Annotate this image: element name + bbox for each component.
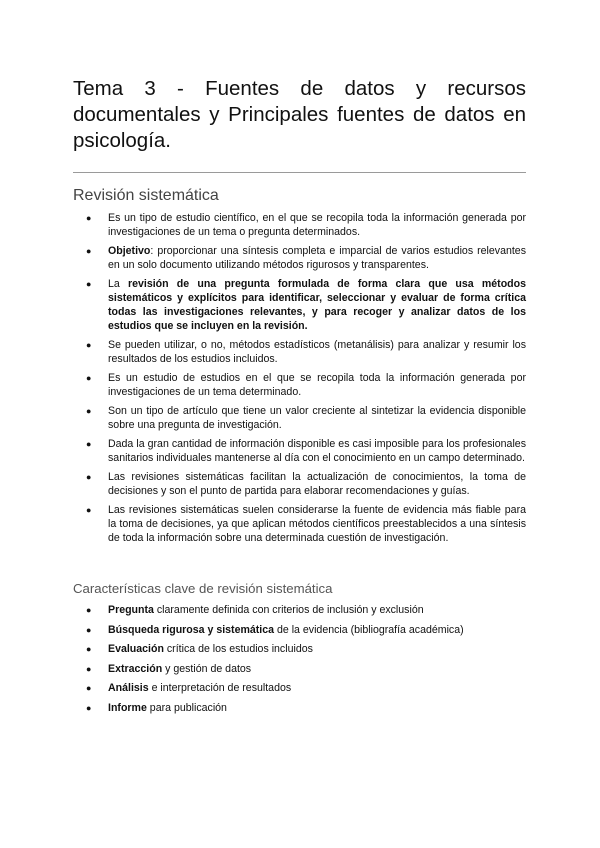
bullet-icon: ● [86,472,92,482]
list-item: ● Las revisiones sistemáticas facilitan la actualización de conocimientos, la toma de decisiones y son el punto de partida para elaborar recomendaciones y guías. [86,471,526,497]
list-item: ● Se pueden utilizar, o no, métodos estadísticos (metanálisis) para analizar y resumir los resultados de los estudios incluidos. [86,339,526,365]
bullet-icon: ● [86,213,92,223]
list-item: ● Análisis e interpretación de resultados [86,682,292,695]
list-item: ● Dada la gran cantidad de información disponible es casi imposible para los profesionales sanitarios individuales mantenerse al día con el conocimiento en un campo determinado. [86,438,526,464]
divider [73,172,526,173]
list-item: ● Es un tipo de estudio científico, en el que se recopila toda la información generada por investigaciones de un tema o pregunta determinados. [86,212,526,238]
bullet-icon: ● [86,406,92,416]
list-item: ● Objetivo: proporcionar una síntesis completa e imparcial de varios estudios relevantes en un solo documento utilizando métodos rigurosos y transparentes. [86,245,526,271]
list-item: ● Pregunta claramente definida con criterios de inclusión y exclusión [86,604,424,616]
list-item: ● Evaluación crítica de los estudios incluidos [86,643,313,656]
list-item: ● Búsqueda rigurosa y sistemática de la evidencia (bibliografía académica) [86,623,464,636]
bullet-icon: ● [86,683,92,694]
bullet-icon: ● [86,439,92,449]
bullet-icon: ● [86,644,92,655]
list-item: ● Son un tipo de artículo que tiene un valor creciente al sintetizar la evidencia disponible sobre una pregunta de investigación. [86,405,526,431]
list-item: ● Extracción y gestión de datos [86,662,252,675]
list-item: ● La revisión de una pregunta formulada de forma clara que usa métodos sistemáticos y explícitos para identificar, seleccionar y evaluar de forma crítica todas las investigaciones relevantes, y para recoger y analizar datos de los estudios que se incluyen en la revisión. [86,278,526,332]
bullet-icon: ● [86,279,92,289]
bullet-icon: ● [86,605,92,615]
list-item: ● Las revisiones sistemáticas suelen considerarse la fuente de evidencia más fiable para la toma de decisiones, ya que aplican métodos científicos preestablecidos a una síntesis de toda la información sobre una determinada cuestión de investigación. [86,504,526,544]
bullet-icon: ● [86,505,92,515]
bullet-icon: ● [86,624,92,635]
bullet-icon: ● [86,246,92,256]
list-item: ● Informe para publicación [86,701,227,714]
caracteristicas-list [73,603,526,721]
bullet-icon: ● [86,340,92,350]
revision-list [73,211,526,550]
section-heading-caracteristicas: Características clave de revisión sistemática [73,581,333,596]
bullet-icon: ● [86,373,92,383]
bullet-icon: ● [86,663,92,674]
page-title: Tema 3 - Fuentes de datos y recursos documentales y Principales fuentes de datos en psicología. [73,77,526,152]
list-item: ● Es un estudio de estudios en el que se recopila toda la información generada por investigaciones de un tema determinado. [86,372,526,398]
bullet-icon: ● [86,702,92,713]
section-heading-revision: Revisión sistemática [73,187,219,204]
